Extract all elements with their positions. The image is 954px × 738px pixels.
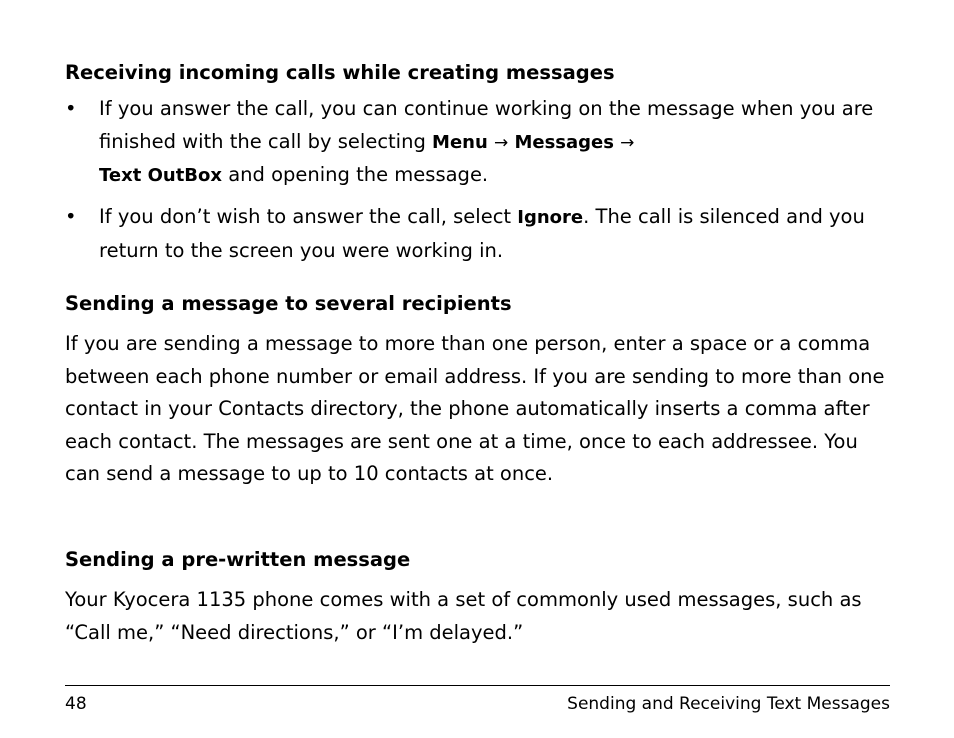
footer-divider — [65, 685, 890, 686]
section-heading-pre-written: Sending a pre-written message — [65, 548, 411, 571]
manual-page — [65, 0, 890, 738]
bullet-text: If you don’t wish to answer the call, select Ignore. The call is silenced and you return to the screen you were working in. — [99, 205, 865, 262]
messages-term: Messages — [514, 131, 614, 153]
text-outbox-term: Text OutBox — [99, 165, 222, 186]
bullet-marker: • — [65, 205, 77, 228]
body-paragraph-pre-written: Your Kyocera 1135 phone comes with a set of commonly used messages, such as “Call me,” “Need directions,” or “I’m delayed.” — [65, 588, 862, 644]
running-footer-title: Sending and Receiving Text Messages — [567, 694, 890, 714]
page-number: 48 — [65, 694, 87, 714]
list-item — [65, 201, 890, 267]
arrow-icon: → — [620, 132, 635, 153]
bullet-marker: • — [65, 97, 77, 120]
menu-term: Menu — [432, 131, 488, 153]
ignore-term: Ignore — [517, 207, 584, 228]
section-heading-receiving-calls: Receiving incoming calls while creating messages — [65, 61, 615, 84]
body-paragraph-several-recipients: If you are sending a message to more than one person, enter a space or a comma between each phone number or email address. If you are sending to more than one contact in your Contacts directory, the phone automatically inserts a comma after each contact. The messages are sent one at a time, once to each addressee. You can send a message to up to 10 contacts at once. — [65, 332, 885, 485]
bullet-text: If you answer the call, you can continue working on the message when you are finished with the call by selecting Menu → Messages → Text OutBox and opening the message. — [99, 97, 874, 186]
arrow-icon: → — [494, 132, 509, 153]
section-heading-several-recipients: Sending a message to several recipients — [65, 292, 512, 315]
list-item — [65, 93, 890, 193]
